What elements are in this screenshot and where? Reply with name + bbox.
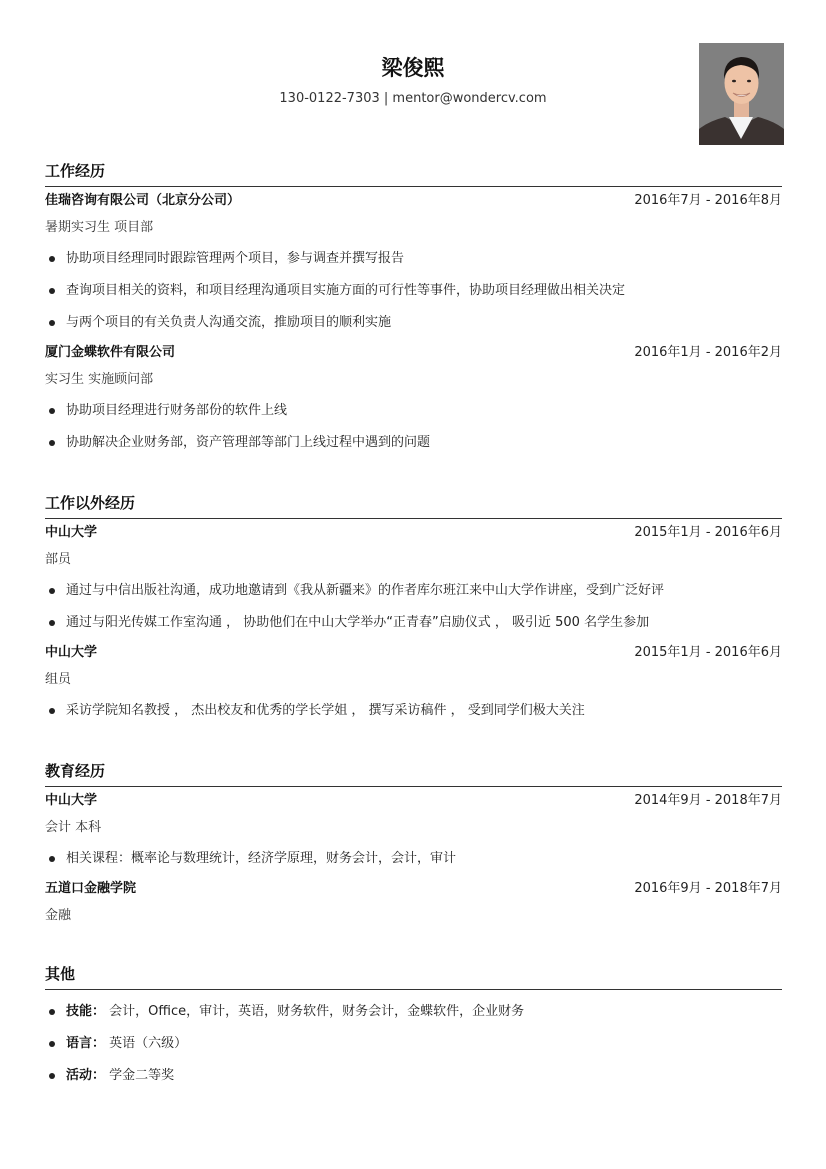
entry-date: 2014年9月 - 2018年7月 bbox=[634, 793, 782, 808]
entry-organization: 五道口金融学院 bbox=[45, 881, 137, 896]
section-work bbox=[45, 160, 782, 459]
entry-role: 金融 bbox=[45, 908, 72, 923]
skills-item bbox=[45, 996, 782, 1028]
section-title-other: 其他 bbox=[45, 963, 782, 990]
candidate-name: 梁俊熙 bbox=[381, 56, 445, 80]
entry-role: 会计 本科 bbox=[45, 820, 102, 835]
extra-entry bbox=[45, 519, 782, 639]
work-entry bbox=[45, 339, 782, 459]
section-other bbox=[45, 963, 782, 1092]
bullet-list bbox=[45, 243, 782, 339]
bullet-item: 协助解决企业财务部，资产管理部等部门上线过程中遇到的问题 bbox=[45, 427, 782, 459]
contact-info: 130-0122-7303 | mentor@wondercv.com bbox=[279, 91, 547, 106]
entry-role: 实习生 实施顾问部 bbox=[45, 372, 154, 387]
bullet-item: 查询项目相关的资料，和项目经理沟通项目实施方面的可行性等事件，协助项目经理做出相关决定 bbox=[45, 275, 782, 307]
extra-entry bbox=[45, 639, 782, 727]
entry-date: 2016年9月 - 2018年7月 bbox=[634, 881, 782, 896]
education-entry bbox=[45, 875, 782, 931]
bullet-item: 采访学院知名教授 ， 杰出校友和优秀的学长学姐 ， 撰写采访稿件 ， 受到同学们极大关注 bbox=[45, 695, 782, 727]
entry-date: 2015年1月 - 2016年6月 bbox=[634, 525, 782, 540]
bullet-item: 通过与中信出版社沟通，成功地邀请到《我从新疆来》的作者库尔班江来中山大学作讲座，受到广泛好评 bbox=[45, 575, 782, 607]
section-title-extra: 工作以外经历 bbox=[45, 492, 782, 519]
entry-organization: 中山大学 bbox=[45, 525, 98, 540]
bullet-list bbox=[45, 996, 782, 1092]
entry-organization: 佳瑞咨询有限公司（北京分公司） bbox=[45, 193, 241, 208]
item-value: 学金二等奖 bbox=[109, 1068, 175, 1083]
item-value: 会计，Office，审计，英语，财务软件，财务会计，金蝶软件，企业财务 bbox=[109, 1004, 525, 1019]
item-label: 语言： bbox=[66, 1036, 106, 1051]
bullet-item: 相关课程：概率论与数理统计，经济学原理，财务会计，会计，审计 bbox=[45, 843, 782, 875]
section-title-work: 工作经历 bbox=[45, 160, 782, 187]
entry-date: 2016年1月 - 2016年2月 bbox=[634, 345, 782, 360]
education-entry bbox=[45, 787, 782, 875]
bullet-item: 协助项目经理进行财务部份的软件上线 bbox=[45, 395, 782, 427]
bullet-list bbox=[45, 843, 782, 875]
entry-role: 部员 bbox=[45, 552, 72, 567]
entry-date: 2015年1月 - 2016年6月 bbox=[634, 645, 782, 660]
activity-item bbox=[45, 1060, 782, 1092]
profile-photo bbox=[699, 43, 784, 145]
entry-organization: 中山大学 bbox=[45, 793, 98, 808]
entry-role: 组员 bbox=[45, 672, 72, 687]
language-item bbox=[45, 1028, 782, 1060]
item-label: 技能： bbox=[66, 1004, 106, 1019]
section-extra bbox=[45, 492, 782, 727]
section-title-education: 教育经历 bbox=[45, 760, 782, 787]
bullet-list bbox=[45, 695, 782, 727]
bullet-item: 协助项目经理同时跟踪管理两个项目，参与调查并撰写报告 bbox=[45, 243, 782, 275]
work-entry bbox=[45, 187, 782, 339]
entry-organization: 厦门金蝶软件有限公司 bbox=[45, 345, 176, 360]
bullet-item: 与两个项目的有关负责人沟通交流，推励项目的顺利实施 bbox=[45, 307, 782, 339]
item-value: 英语（六级） bbox=[109, 1036, 188, 1051]
entry-organization: 中山大学 bbox=[45, 645, 98, 660]
entry-date: 2016年7月 - 2016年8月 bbox=[634, 193, 782, 208]
item-label: 活动： bbox=[66, 1068, 106, 1083]
section-education bbox=[45, 760, 782, 931]
bullet-item: 通过与阳光传媒工作室沟通 ， 协助他们在中山大学举办“正青春”启励仪式 ， 吸引近 500 名学生参加 bbox=[45, 607, 782, 639]
resume-header bbox=[0, 0, 826, 150]
bullet-list bbox=[45, 395, 782, 459]
entry-role: 暑期实习生 项目部 bbox=[45, 220, 154, 235]
bullet-list bbox=[45, 575, 782, 639]
